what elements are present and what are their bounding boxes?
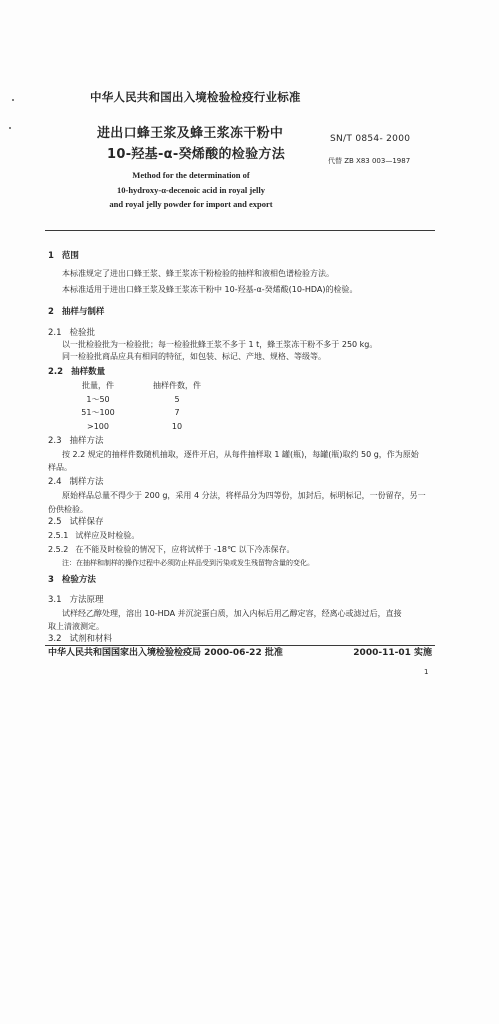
section-1-heading bbox=[48, 251, 79, 261]
paragraph-line: 本标准适用于进出口蜂王浆及蜂王浆冻干粉中 10-羟基-α-癸烯酸(10-HDA)的检验。 bbox=[62, 285, 358, 294]
table-row bbox=[74, 422, 214, 432]
clause-number: 2.5.2 bbox=[48, 545, 69, 554]
table-cell: 51～100 bbox=[81, 408, 115, 417]
clause-number: 2.5.1 bbox=[48, 531, 69, 540]
section-2-3-heading bbox=[48, 436, 104, 446]
section-title: 抽样方法 bbox=[69, 436, 104, 446]
title-en-line-3: and royal jelly powder for import and export bbox=[109, 199, 273, 209]
section-title: 检验方法 bbox=[61, 575, 96, 585]
table-header-cell: 抽样件数，件 bbox=[153, 381, 201, 390]
section-number: 1 bbox=[48, 251, 54, 261]
title-english bbox=[91, 168, 291, 212]
paragraph-line: 本标准规定了进出口蜂王浆、蜂王浆冻干粉检验的抽样和液相色谱检验方法。 bbox=[62, 269, 334, 278]
sampling-table-header bbox=[74, 381, 214, 391]
section-title: 试样保存 bbox=[69, 517, 104, 527]
table-cell: 10 bbox=[171, 422, 183, 431]
footer-divider bbox=[45, 645, 435, 646]
title-zh-line-2: 10-羟基-α-癸烯酸的检验方法 bbox=[107, 147, 286, 162]
table-cell: 5 bbox=[174, 395, 180, 404]
section-number: 2.4 bbox=[48, 477, 62, 487]
section-title: 制样方法 bbox=[69, 477, 104, 487]
clause-2-5-2 bbox=[48, 545, 295, 555]
section-number: 2.1 bbox=[48, 328, 62, 338]
section-number: 3.1 bbox=[48, 595, 62, 605]
standard-category-header: 中华人民共和国出入境检验检疫行业标准 bbox=[90, 90, 301, 104]
paragraph-line: 份供检验。 bbox=[48, 505, 88, 514]
section-2-2-heading bbox=[48, 367, 105, 377]
header-divider bbox=[45, 230, 435, 231]
paragraph-line: 按 2.2 规定的抽样件数随机抽取，逐件开启，从每件抽样取 1 罐(瓶)，每罐(瓶)取约 50 g，作为原始 bbox=[62, 450, 419, 459]
section-number: 3.2 bbox=[48, 634, 62, 644]
section-title: 抽样与制样 bbox=[61, 307, 105, 317]
section-3-1-heading bbox=[48, 595, 104, 605]
section-2-4-heading bbox=[48, 477, 104, 487]
section-number: 2.2 bbox=[48, 367, 64, 377]
section-title: 试剂和材料 bbox=[69, 634, 113, 644]
sampling-note: 注：在抽样和制样的操作过程中必须防止样品受到污染或发生残留物含量的变化。 bbox=[62, 559, 314, 567]
table-cell: >100 bbox=[87, 422, 109, 431]
section-2-1-heading bbox=[48, 328, 95, 338]
scan-speck bbox=[12, 99, 14, 101]
table-cell: 1～50 bbox=[86, 395, 110, 404]
table-row bbox=[74, 408, 214, 418]
approval-statement: 中华人民共和国国家出入境检验检疫局 2000-06-22 批准 bbox=[48, 648, 283, 658]
page-number: 1 bbox=[424, 668, 429, 676]
section-3-2-heading bbox=[48, 634, 112, 644]
paragraph-line: 试样经乙醇处理，溶出 10-HDA 并沉淀蛋白质，加入内标后用乙醇定容，经离心或滤过后，直接 bbox=[62, 609, 402, 618]
paragraph-line: 原始样品总量不得少于 200 g，采用 4 分法，将样品分为四等份，加封后，标明标记，一份留存，另一 bbox=[62, 491, 426, 500]
table-row bbox=[74, 395, 214, 405]
section-title: 方法原理 bbox=[69, 595, 104, 605]
section-title: 抽样数量 bbox=[71, 367, 106, 377]
section-number: 2.3 bbox=[48, 436, 62, 446]
title-en-line-2: 10-hydroxy-α-decenoic acid in royal jelly bbox=[117, 184, 265, 195]
replaces-standard: 代替 ZB X83 003—1987 bbox=[328, 157, 411, 165]
clause-2-5-1 bbox=[48, 531, 139, 541]
title-zh-line-1: 进出口蜂王浆及蜂王浆冻干粉中 bbox=[97, 126, 284, 141]
paragraph-line: 以一批检验批为一检验批；每一检验批蜂王浆不多于 1 t，蜂王浆冻干粉不多于 250 kg。 bbox=[62, 340, 378, 349]
section-number: 3 bbox=[48, 575, 54, 585]
paragraph-line: 同一检验批商品应具有相同的特征，如包装、标记、产地、规格、等级等。 bbox=[62, 352, 326, 361]
paragraph-line: 取上清液测定。 bbox=[48, 622, 104, 631]
title-en-line-1: Method for the determination of bbox=[132, 170, 250, 180]
section-number: 2.5 bbox=[48, 517, 62, 527]
section-number: 2 bbox=[48, 307, 54, 317]
paragraph-line: 样品。 bbox=[48, 463, 72, 472]
section-3-heading bbox=[48, 575, 96, 585]
section-2-heading bbox=[48, 307, 104, 317]
table-cell: 7 bbox=[174, 408, 180, 417]
section-title: 范围 bbox=[61, 251, 79, 261]
clause-text: 试样应及时检验。 bbox=[75, 531, 140, 540]
scan-speck bbox=[9, 127, 11, 129]
section-2-5-heading bbox=[48, 517, 104, 527]
effective-date: 2000-11-01 实施 bbox=[353, 648, 432, 658]
section-title: 检验批 bbox=[69, 328, 96, 338]
clause-text: 在不能及时检验的情况下，应将试样于 -18℃ 以下冷冻保存。 bbox=[75, 545, 295, 554]
standard-code: SN/T 0854- 2000 bbox=[330, 134, 411, 144]
table-header-cell: 批量，件 bbox=[82, 381, 114, 390]
